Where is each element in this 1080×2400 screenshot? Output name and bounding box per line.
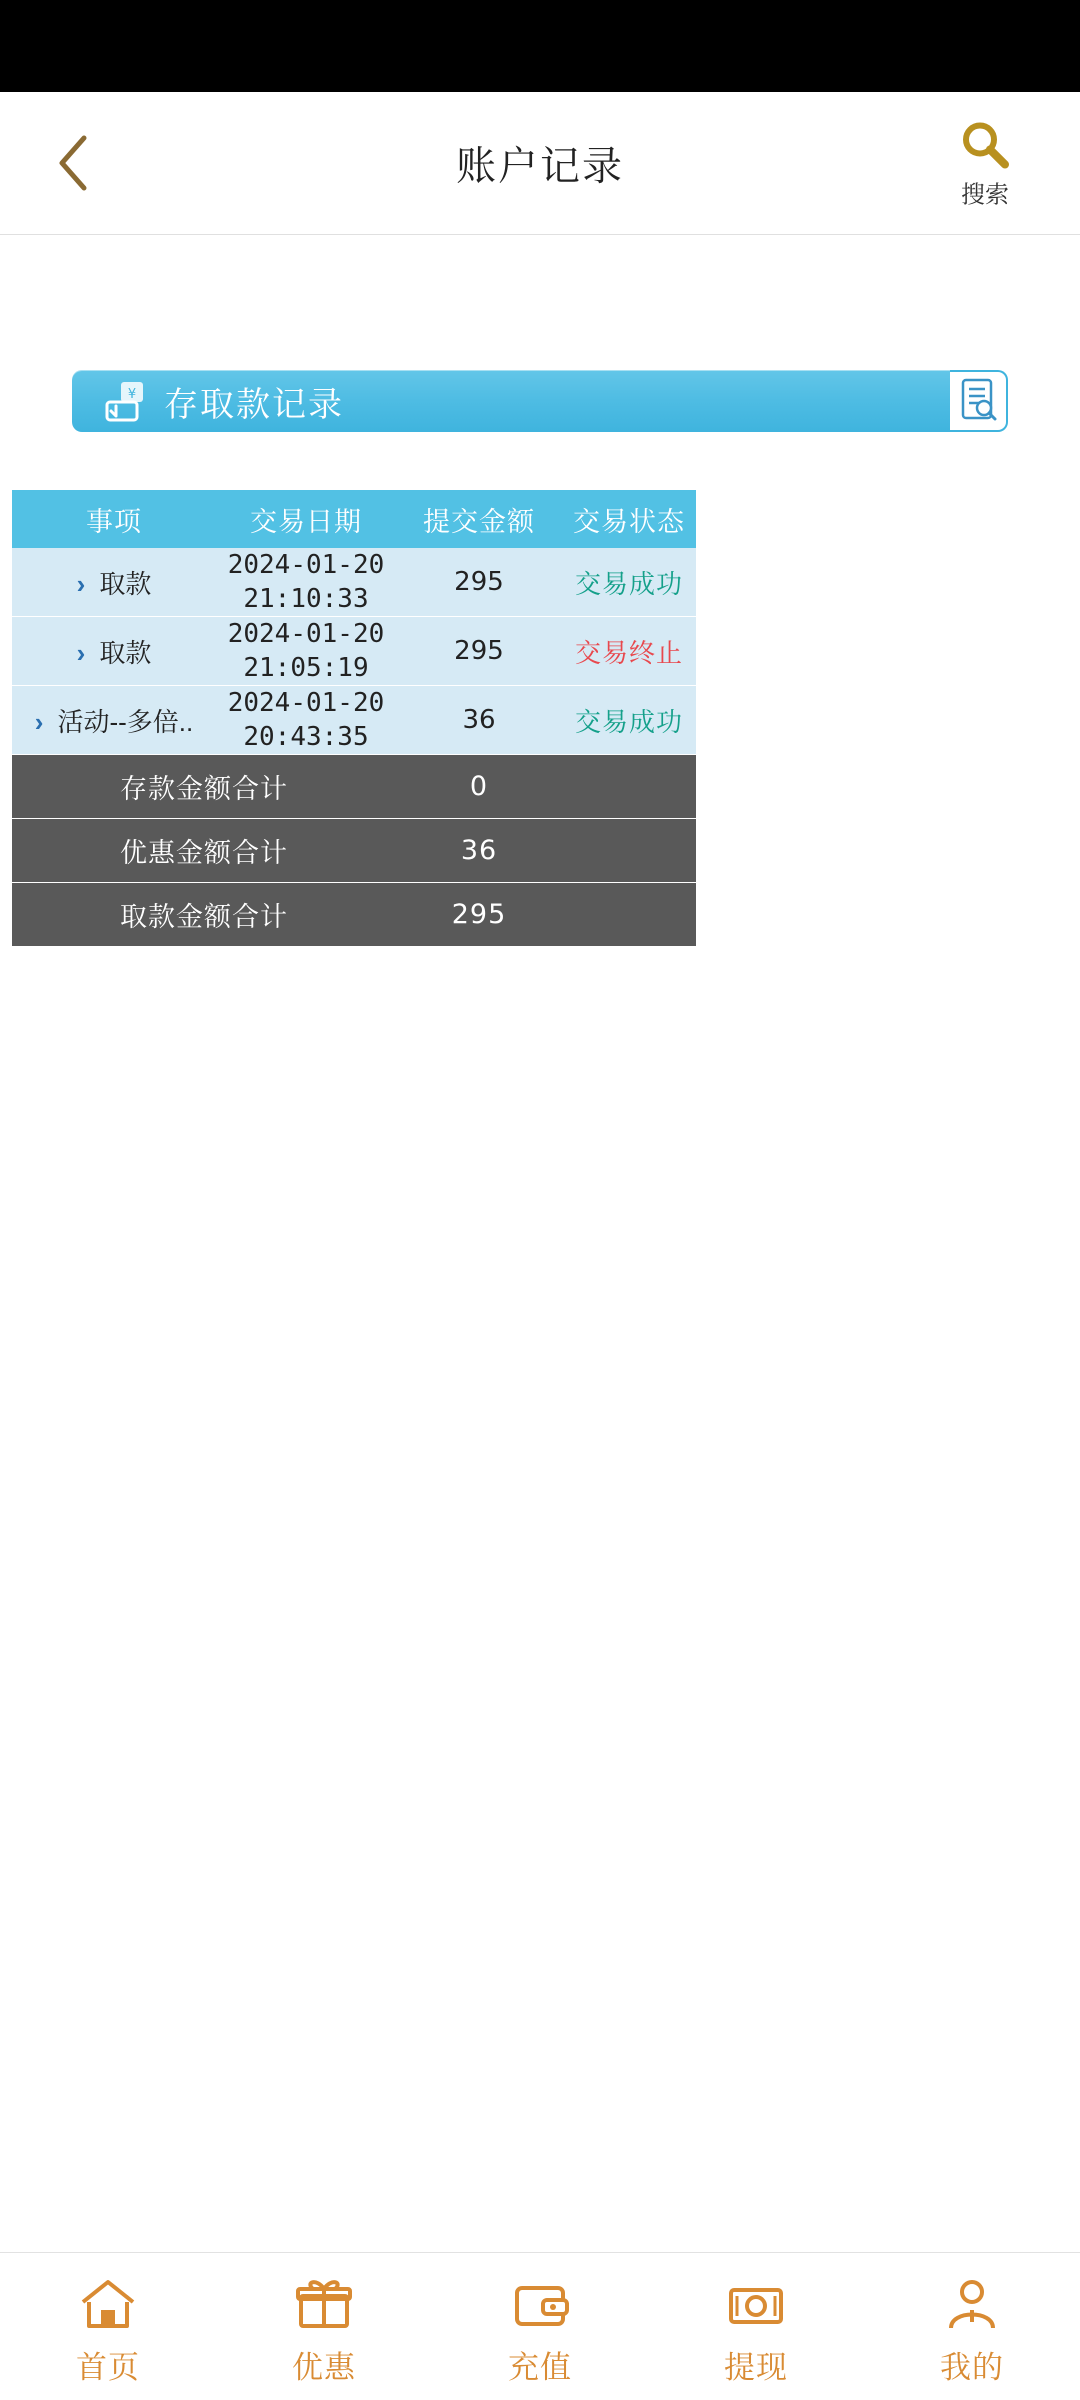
nav-item-deposit[interactable] xyxy=(432,2253,648,2400)
bottom-navigation xyxy=(0,2252,1080,2400)
row-item-label: 取款 xyxy=(99,568,152,599)
summary-spacer xyxy=(562,883,696,947)
summary-row xyxy=(12,755,696,819)
record-type-pill[interactable] xyxy=(72,370,950,432)
nav-label-profile: 我的 xyxy=(940,2350,1004,2385)
row-date-cell xyxy=(216,686,396,755)
deposit-withdraw-icon xyxy=(100,375,152,427)
status-bar xyxy=(0,0,1080,92)
row-amount-cell: 295 xyxy=(396,548,562,617)
status-badge: 交易成功 xyxy=(574,568,683,599)
user-icon xyxy=(939,2274,1005,2336)
summary-label: 存款金额合计 xyxy=(12,755,396,819)
status-badge: 交易终止 xyxy=(574,637,683,668)
row-date-line2: 21:05:19 xyxy=(243,653,369,683)
search-button[interactable] xyxy=(930,117,1040,210)
row-status-cell xyxy=(562,686,696,755)
wallet-icon xyxy=(507,2274,573,2336)
summary-value: 295 xyxy=(396,883,562,947)
svg-text:¥: ¥ xyxy=(127,387,137,402)
column-header-item: 事项 xyxy=(12,490,216,548)
row-status-cell xyxy=(562,617,696,686)
row-item-label: 活动--多倍.. xyxy=(57,706,194,737)
record-filter-button[interactable] xyxy=(950,370,1008,432)
nav-item-profile[interactable] xyxy=(864,2253,1080,2400)
column-header-date: 交易日期 xyxy=(216,490,396,548)
row-item-cell[interactable] xyxy=(12,548,216,617)
page-header xyxy=(0,92,1080,235)
row-date-cell xyxy=(216,548,396,617)
row-date-line1: 2024-01-20 xyxy=(227,619,385,649)
summary-spacer xyxy=(562,755,696,819)
column-header-amount: 提交金额 xyxy=(396,490,562,548)
home-icon xyxy=(75,2274,141,2336)
chevron-right-icon: › xyxy=(76,568,86,599)
row-date-line2: 20:43:35 xyxy=(243,722,369,752)
nav-item-promotions[interactable] xyxy=(216,2253,432,2400)
row-item-cell[interactable] xyxy=(12,686,216,755)
summary-value: 0 xyxy=(396,755,562,819)
page-content xyxy=(0,370,1080,947)
row-date-line1: 2024-01-20 xyxy=(227,550,385,580)
table-row[interactable] xyxy=(12,686,696,755)
table-header-row xyxy=(12,490,696,548)
gift-icon xyxy=(291,2274,357,2336)
row-date-line1: 2024-01-20 xyxy=(227,688,385,718)
row-amount-cell: 295 xyxy=(396,617,562,686)
nav-item-home[interactable] xyxy=(0,2253,216,2400)
record-type-label: 存取款记录 xyxy=(164,385,344,424)
account-records-table xyxy=(12,490,696,947)
page-title: 账户记录 xyxy=(456,144,624,189)
search-icon xyxy=(957,117,1013,173)
summary-row xyxy=(12,883,696,947)
table-row[interactable] xyxy=(12,548,696,617)
record-type-selector[interactable] xyxy=(72,370,1008,432)
row-date-line2: 21:10:33 xyxy=(243,584,369,614)
summary-row xyxy=(12,819,696,883)
nav-label-withdraw: 提现 xyxy=(724,2350,788,2385)
row-item-cell[interactable] xyxy=(12,617,216,686)
document-search-icon xyxy=(959,377,997,426)
status-badge: 交易成功 xyxy=(574,706,683,737)
summary-label: 优惠金额合计 xyxy=(12,819,396,883)
chevron-right-icon: › xyxy=(76,637,86,668)
summary-spacer xyxy=(562,819,696,883)
summary-value: 36 xyxy=(396,819,562,883)
table-row[interactable] xyxy=(12,617,696,686)
row-amount-cell: 36 xyxy=(396,686,562,755)
summary-label: 取款金额合计 xyxy=(12,883,396,947)
search-label: 搜索 xyxy=(961,181,1009,209)
nav-label-deposit: 充值 xyxy=(508,2350,572,2385)
row-date-cell xyxy=(216,617,396,686)
chevron-right-icon: › xyxy=(34,706,44,737)
row-status-cell xyxy=(562,548,696,617)
row-item-label: 取款 xyxy=(99,637,152,668)
nav-label-promotions: 优惠 xyxy=(292,2350,356,2385)
nav-item-withdraw[interactable] xyxy=(648,2253,864,2400)
cash-out-icon xyxy=(723,2274,789,2336)
nav-label-home: 首页 xyxy=(76,2350,140,2385)
column-header-status: 交易状态 xyxy=(562,490,696,548)
